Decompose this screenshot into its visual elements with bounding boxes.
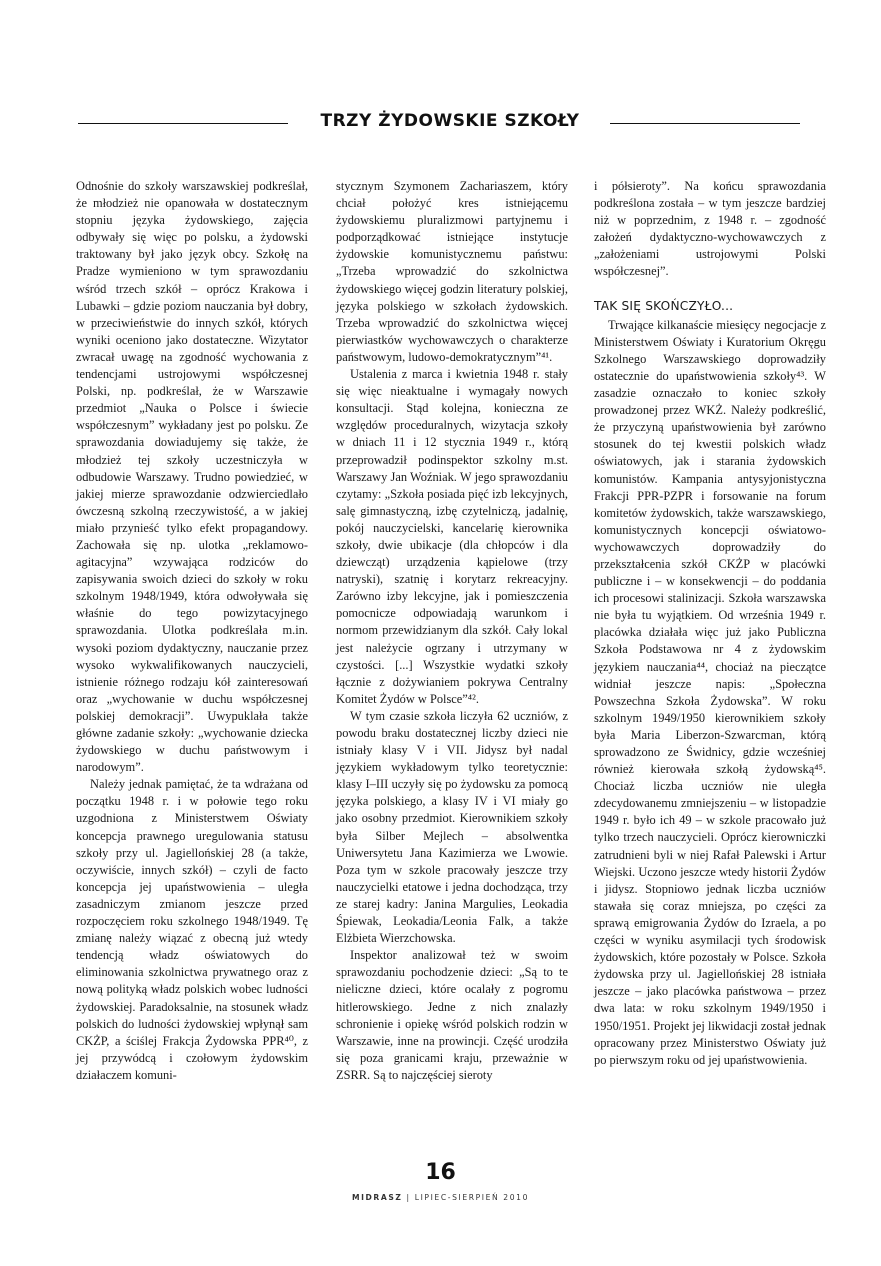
paragraph: stycznym Szymonem Zachariaszem, który chciał położyć kres istniejącemu żydowskiemu pluralizmowi partyjnemu i podporządkować istniejące instytucje żydowskie komunistycznemu państwu: „Trzeba wprowadzić do szkolnictwa żydowskiego więcej godzin literatury polskiej, języka polskiego w szkołach żydowskich. Trzeba wprowadzić do szkolnictwa więcej pierwiastków wychowawczych o charakterze państwowym, ludowo-demokratycznym”⁴¹. bbox=[336, 179, 568, 364]
footer-separator: | bbox=[406, 1193, 411, 1202]
text-column-2 bbox=[336, 178, 568, 1084]
paragraph: Należy jednak pamiętać, że ta wdrażana od początku 1948 r. i w połowie tego roku uzgodniona z Ministerstwem Oświaty koncepcja prawnego uregulowania statusu szkoły przy ul. Jagiellońskiej 28 (a także, oczywiście, innych szkół) – czyli de facto koncepcja jej upaństwowienia – uległa zasadniczym zmianom jeszcze przed rozpoczęciem roku szkolnego 1948/1949. Tę zmianę należy wiązać z obecną już wtedy tendencją władz oświatowych do eliminowania szkolnictwa prywatnego oraz z nową polityką władz polskich wobec ludności żydowskiej. Paradoksalnie, na stosunek władz polskich do ludności żydowskiej wpłynął sam CKŻP, a ściślej Frakcja Żydowska PPR⁴⁰, z jej przywódcą i czołowym żydowskim działaczem komuni- bbox=[76, 777, 308, 1082]
page-number: 16 bbox=[425, 1160, 456, 1185]
paragraph: W tym czasie szkoła liczyła 62 uczniów, z powodu braku dostatecznej liczby dzieci nie istniały klasy V i VII. Jidysz był nadal językiem wykładowym tylko teoretycznie: klasy I–III uczyły się po żydowsku za pomocą języka polskiego, a klasy IV i VI miały go jako osobny przedmiot. Kierownikiem szkoły była Silber Mejlech – absolwentka Uniwersytetu Jana Kazimierza we Lwowie. Poza tym w szkole pracowały jeszcze trzy nauczycielki etatowe i jedna dochodząca, trzy ze starej kadry: Janina Margulies, Leokadia Śpiewak, Leokadia/Leonia Falk, a także Elżbieta Wierzchowska. bbox=[336, 708, 568, 946]
issue-date: LIPIEC-SIERPIEŃ 2010 bbox=[414, 1193, 530, 1202]
paragraph: Trwające kilkanaście miesięcy negocjacje z Ministerstwem Oświaty i Kuratorium Okręgu Szkolnego Warszawskiego doprowadziły ostatecznie do upaństwowienia szkoły⁴³. W zasadzie oznaczało to koniec szkoły prowadzonej przez WKŻ. Należy podkreślić, że przyczyną upaństwowienia był zarówno stosunek do tej kwestii polskich władz oświatowych, jak i starania żydowskich komunistów. Kampania antysyjonistyczna Frakcji PPR-PZPR i forsowanie na forum komitetów żydowskich, także warszawskiego, komunistycznych koncepcji oświatowo-wychowawczych doprowadziły do przekształcenia szkół CKŻP w placówki publiczne i – w konsekwencji – do poddania ich procesowi stalinizacji. Szkoła warszawska nie była tu wyjątkiem. Od września 1949 r. placówka działała więc już jako Publiczna Szkoła Podstawowa nr 4 z żydowskim językiem nauczania⁴⁴, chociaż na pieczątce widniał jeszcze napis: „Społeczna Powszechna Szkoła Żydowska”. W roku szkolnym 1949/1950 kierownikiem szkoły była Maria Liberzon-Szwarcman, którą sprowadzono ze Świdnicy, gdzie wcześniej również kierowała szkołą żydowską⁴⁵. Chociaż liczba uczniów nie uległa zdecydowanemu zmniejszeniu – w listopadzie 1949 r. było ich 49 – w szkole pracowało już tylko trzech nauczycieli. Oprócz kierowniczki zatrudnieni byli w niej Rafał Palewski i Artur Wiejski. Uczono jeszcze wtedy historii Żydów i jidysz. Stopniowo jednak liczba uczniów stawała się coraz mniejsza, po części za sprawą emigrowania Żydów do Izraela, a po części w wyniku asymilacji tych środowisk żydowskich, które pozostały w Polsce. Szkoła żydowska przy ul. Jagiellońskiej 28 istniała jeszcze – jako placówka państwowa – przez dwa lata: w roku szkolnym 1949/1950 i 1950/1951. Projekt jej likwidacji został jednak opracowany przez Ministerstwo Oświaty już po pierwszym roku od jej upaństwowienia. bbox=[594, 317, 826, 1067]
running-title: TRZY ŻYDOWSKIE SZKOŁY bbox=[320, 111, 580, 131]
paragraph: Odnośnie do szkoły warszawskiej podkreślał, że młodzież nie opanowała w dostatecznym stopniu języka żydowskiego, zajęcia odbywały się więc po polsku, a żydowski traktowany był jako język obcy. Szkołę na Pradze wymieniono w tym sprawozdaniu wśród trzech szkół – oprócz Krakowa i Lubawki – gdzie poziom nauczania był dobry, w przeciwieństwie do innych szkół, których wyniki oceniono jako dostateczne. Wizytator zwracał uwagę na zgodność wychowania z tendencjami ustrojowymi współczesnej Polski, np. podkreślał, że w Warszawie przedmiot „Nauka o Polsce i świecie współczesnym” wykładany jest po polsku. Ze sprawozdania dowiadujemy się także, że młodzież tej szkoły uczestniczyła w odbudowie Warszawy. Trudno powiedzieć, w jakiej mierze sprawozdanie odzwierciedlało ówczesną szkolną rzeczywistość, a w jakiej miało przynieść tylko efekt propagandowy. Zachowała się np. ulotka „reklamowo-agitacyjna” wzywająca rodziców do zapisywania swoich dzieci do szkoły w roku szkolnym 1948/1949, która odwoływała się właśnie do tego powizytacyjnego sprawozdania. Ulotka podkreślała m.in. wysoki poziom dydaktyczny, nauczanie przez wysoko wykwalifikowanych nauczycieli, istnienie różnego rodzaju kół zainteresowań oraz „wychowanie w duchu współczesnej polskiej demokracji”. Uwypuklała także główne zadanie szkoły: „wychowanie dziecka żydowskiego w duchu państwowym i narodowym”. bbox=[76, 179, 308, 775]
paragraph: Inspektor analizował też w swoim sprawozdaniu pochodzenie dzieci: „Są to te nieliczne dzieci, które ocalały z pogromu hitlerowskiego. Jedne z nich znalazły schronienie i opiekę wśród polskich rodzin w Warszawie, inne na prowincji. Część urodziła się poza granicami kraju, przeważnie w ZSRR. Są to najczęściej sieroty bbox=[336, 948, 568, 1082]
section-heading: TAK SIĘ SKOŃCZYŁO... bbox=[594, 298, 734, 313]
header-rule-left bbox=[78, 123, 288, 124]
page-header bbox=[78, 107, 800, 137]
header-rule-right bbox=[610, 123, 800, 124]
text-column-3 bbox=[594, 178, 826, 1069]
text-column-1 bbox=[76, 178, 308, 1084]
paragraph: i półsieroty”. Na końcu sprawozdania podkreślona została – w tym jeszcze bardziej niż w poprzednim, z 1948 r. – zgodność założeń dydaktyczno-wychowawczych z „założeniami ustrojowymi Polski współczesnej”. bbox=[594, 179, 826, 279]
paragraph: Ustalenia z marca i kwietnia 1948 r. stały się więc nieaktualne i wymagały nowych konsultacji. Stąd kolejna, konieczna ze względów proceduralnych, wizytacja szkoły w dniach 11 i 12 stycznia 1949 r., którą przeprowadził podinspektor szkolny m.st. Warszawy Jan Woźniak. W jego sprawozdaniu czytamy: „Szkoła posiada pięć izb lekcyjnych, salę gimnastyczną, izbę czytelniczą, jadalnię, pokój nauczycielski, kancelarię kierownika szkoły, dwie ubikacje (dla chłopców i dla dziewcząt) urządzenia kąpielowe (trzy natryski), szatnię i korytarz rekreacyjny. Zarówno izby lekcyjne, jak i pomieszczenia pomocnicze odpowiadają warunkom i normom przewidzianym dla szkół. Cały lokal jest należycie ogrzany i utrzymany w czystości. [...] Wszystkie wydatki szkoły łącznie z dożywianiem pokrywa Centralny Komitet Żydów w Polsce”⁴². bbox=[336, 367, 568, 706]
magazine-name: MIDRASZ bbox=[351, 1193, 403, 1202]
page-footer bbox=[0, 1193, 881, 1202]
